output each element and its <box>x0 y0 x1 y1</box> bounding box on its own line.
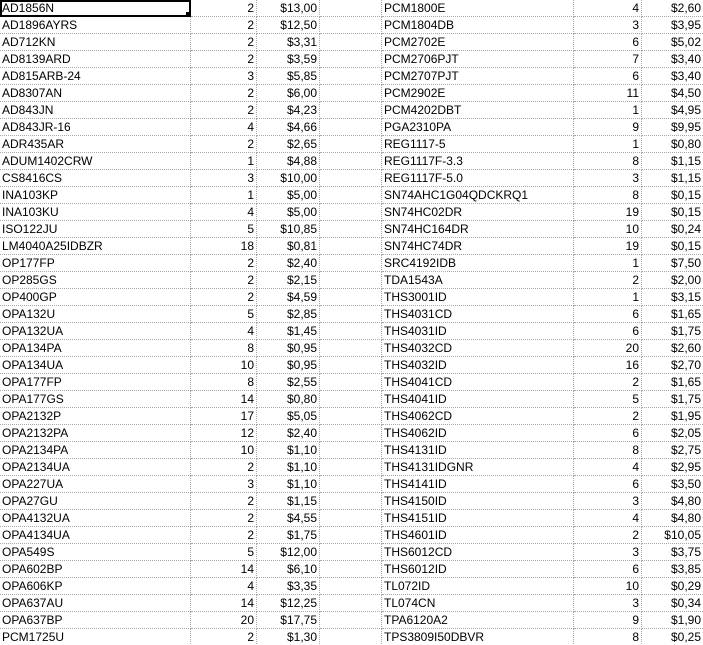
price-cell[interactable]: $2,55 <box>257 374 320 391</box>
empty-cell[interactable] <box>320 459 382 476</box>
empty-cell[interactable] <box>320 544 382 561</box>
empty-cell[interactable] <box>320 425 382 442</box>
price-cell[interactable]: $3,40 <box>642 68 703 85</box>
price-cell[interactable]: $2,15 <box>257 272 320 289</box>
quantity-cell[interactable]: 6 <box>574 561 642 578</box>
part-number-cell[interactable]: THS4032CD <box>382 340 574 357</box>
price-cell[interactable]: $10,85 <box>257 221 320 238</box>
price-cell[interactable]: $5,00 <box>257 187 320 204</box>
price-cell[interactable]: $6,00 <box>257 85 320 102</box>
price-cell[interactable]: $1,75 <box>257 527 320 544</box>
price-cell[interactable]: $0,95 <box>257 357 320 374</box>
quantity-cell[interactable]: 14 <box>191 595 257 612</box>
price-cell[interactable]: $4,80 <box>642 493 703 510</box>
price-cell[interactable]: $10,00 <box>257 170 320 187</box>
part-number-cell[interactable]: THS4131IDGNR <box>382 459 574 476</box>
empty-cell[interactable] <box>320 0 382 17</box>
empty-cell[interactable] <box>320 289 382 306</box>
empty-cell[interactable] <box>320 170 382 187</box>
price-cell[interactable]: $1,10 <box>257 459 320 476</box>
empty-cell[interactable] <box>320 51 382 68</box>
empty-cell[interactable] <box>320 272 382 289</box>
empty-cell[interactable] <box>320 357 382 374</box>
part-number-cell[interactable]: OPA637AU <box>0 595 191 612</box>
price-cell[interactable]: $1,10 <box>257 442 320 459</box>
part-number-cell[interactable]: THS6012ID <box>382 561 574 578</box>
price-cell[interactable]: $2,40 <box>257 255 320 272</box>
part-number-cell[interactable]: THS4031CD <box>382 306 574 323</box>
price-cell[interactable]: $2,95 <box>642 459 703 476</box>
empty-cell[interactable] <box>320 408 382 425</box>
part-number-cell[interactable]: SN74HC74DR <box>382 238 574 255</box>
price-cell[interactable]: $1,95 <box>642 408 703 425</box>
quantity-cell[interactable]: 1 <box>191 187 257 204</box>
quantity-cell[interactable]: 4 <box>191 578 257 595</box>
quantity-cell[interactable]: 2 <box>191 85 257 102</box>
part-number-cell[interactable]: OPA27GU <box>0 493 191 510</box>
part-number-cell[interactable]: OP400GP <box>0 289 191 306</box>
price-cell[interactable]: $3,59 <box>257 51 320 68</box>
part-number-cell[interactable]: TL074CN <box>382 595 574 612</box>
quantity-cell[interactable]: 2 <box>574 408 642 425</box>
empty-cell[interactable] <box>320 629 382 645</box>
part-number-cell[interactable]: INA103KP <box>0 187 191 204</box>
empty-cell[interactable] <box>320 119 382 136</box>
price-cell[interactable]: $1,30 <box>257 629 320 645</box>
part-number-cell[interactable]: OPA4132UA <box>0 510 191 527</box>
empty-cell[interactable] <box>320 493 382 510</box>
empty-cell[interactable] <box>320 136 382 153</box>
quantity-cell[interactable]: 4 <box>191 323 257 340</box>
part-number-cell[interactable]: AD815ARB-24 <box>0 68 191 85</box>
empty-cell[interactable] <box>320 527 382 544</box>
price-cell[interactable]: $0,81 <box>257 238 320 255</box>
empty-cell[interactable] <box>320 578 382 595</box>
empty-cell[interactable] <box>320 102 382 119</box>
quantity-cell[interactable]: 6 <box>574 323 642 340</box>
part-number-cell[interactable]: TL072ID <box>382 578 574 595</box>
empty-cell[interactable] <box>320 442 382 459</box>
quantity-cell[interactable]: 2 <box>191 0 257 17</box>
price-cell[interactable]: $1,65 <box>642 306 703 323</box>
quantity-cell[interactable]: 2 <box>191 17 257 34</box>
part-number-cell[interactable]: PCM2702E <box>382 34 574 51</box>
quantity-cell[interactable]: 4 <box>574 459 642 476</box>
quantity-cell[interactable]: 4 <box>574 510 642 527</box>
part-number-cell[interactable]: PCM1725U <box>0 629 191 645</box>
part-number-cell[interactable]: INA103KU <box>0 204 191 221</box>
part-number-cell[interactable]: OPA132UA <box>0 323 191 340</box>
price-cell[interactable]: $13,00 <box>257 0 320 17</box>
quantity-cell[interactable]: 16 <box>574 357 642 374</box>
empty-cell[interactable] <box>320 306 382 323</box>
part-number-cell[interactable]: OPA134PA <box>0 340 191 357</box>
quantity-cell[interactable]: 1 <box>574 136 642 153</box>
quantity-cell[interactable]: 2 <box>191 629 257 645</box>
part-number-cell[interactable]: OP285GS <box>0 272 191 289</box>
price-cell[interactable]: $4,55 <box>257 510 320 527</box>
empty-cell[interactable] <box>320 340 382 357</box>
part-number-cell[interactable]: THS4041ID <box>382 391 574 408</box>
part-number-cell[interactable]: PCM2706PJT <box>382 51 574 68</box>
price-cell[interactable]: $1,65 <box>642 374 703 391</box>
quantity-cell[interactable]: 8 <box>574 187 642 204</box>
price-cell[interactable]: $2,70 <box>642 357 703 374</box>
quantity-cell[interactable]: 20 <box>191 612 257 629</box>
price-cell[interactable]: $9,95 <box>642 119 703 136</box>
price-cell[interactable]: $2,60 <box>642 340 703 357</box>
part-number-cell[interactable]: OPA134UA <box>0 357 191 374</box>
price-cell[interactable]: $0,80 <box>642 136 703 153</box>
empty-cell[interactable] <box>320 238 382 255</box>
price-cell[interactable]: $2,00 <box>642 272 703 289</box>
part-number-cell[interactable]: THS4062CD <box>382 408 574 425</box>
quantity-cell[interactable]: 9 <box>574 119 642 136</box>
price-cell[interactable]: $4,66 <box>257 119 320 136</box>
quantity-cell[interactable]: 2 <box>191 459 257 476</box>
part-number-cell[interactable]: THS4151ID <box>382 510 574 527</box>
quantity-cell[interactable]: 8 <box>574 442 642 459</box>
empty-cell[interactable] <box>320 34 382 51</box>
part-number-cell[interactable]: AD712KN <box>0 34 191 51</box>
price-cell[interactable]: $2,75 <box>642 442 703 459</box>
empty-cell[interactable] <box>320 510 382 527</box>
part-number-cell[interactable]: THS4041CD <box>382 374 574 391</box>
part-number-cell[interactable]: CS8416CS <box>0 170 191 187</box>
quantity-cell[interactable]: 3 <box>191 476 257 493</box>
price-cell[interactable]: $12,00 <box>257 544 320 561</box>
part-number-cell[interactable]: SN74AHC1G04QDCKRQ1 <box>382 187 574 204</box>
price-cell[interactable]: $0,15 <box>642 187 703 204</box>
quantity-cell[interactable]: 3 <box>574 544 642 561</box>
part-number-cell[interactable]: OPA2134PA <box>0 442 191 459</box>
quantity-cell[interactable]: 4 <box>191 204 257 221</box>
quantity-cell[interactable]: 8 <box>574 629 642 645</box>
quantity-cell[interactable]: 3 <box>191 68 257 85</box>
quantity-cell[interactable]: 2 <box>191 34 257 51</box>
price-cell[interactable]: $1,90 <box>642 612 703 629</box>
price-cell[interactable]: $3,75 <box>642 544 703 561</box>
quantity-cell[interactable]: 8 <box>191 340 257 357</box>
part-number-cell[interactable]: OPA602BP <box>0 561 191 578</box>
price-cell[interactable]: $3,95 <box>642 17 703 34</box>
quantity-cell[interactable]: 14 <box>191 561 257 578</box>
quantity-cell[interactable]: 14 <box>191 391 257 408</box>
part-number-cell[interactable]: THS4141ID <box>382 476 574 493</box>
empty-cell[interactable] <box>320 153 382 170</box>
part-number-cell[interactable]: AD1896AYRS <box>0 17 191 34</box>
price-cell[interactable]: $0,29 <box>642 578 703 595</box>
price-cell[interactable]: $4,59 <box>257 289 320 306</box>
price-cell[interactable]: $1,15 <box>642 170 703 187</box>
quantity-cell[interactable]: 2 <box>191 102 257 119</box>
empty-cell[interactable] <box>320 374 382 391</box>
quantity-cell[interactable]: 8 <box>191 374 257 391</box>
quantity-cell[interactable]: 11 <box>574 85 642 102</box>
quantity-cell[interactable]: 2 <box>574 374 642 391</box>
price-cell[interactable]: $2,65 <box>257 136 320 153</box>
empty-cell[interactable] <box>320 85 382 102</box>
quantity-cell[interactable]: 2 <box>191 255 257 272</box>
selected-cell[interactable]: AD1856N <box>0 0 191 17</box>
price-cell[interactable]: $4,88 <box>257 153 320 170</box>
part-number-cell[interactable]: PCM1800E <box>382 0 574 17</box>
quantity-cell[interactable]: 10 <box>574 221 642 238</box>
part-number-cell[interactable]: THS4031ID <box>382 323 574 340</box>
part-number-cell[interactable]: OPA637BP <box>0 612 191 629</box>
price-cell[interactable]: $0,80 <box>257 391 320 408</box>
part-number-cell[interactable]: TPS3809I50DBVR <box>382 629 574 645</box>
price-cell[interactable]: $1,15 <box>642 153 703 170</box>
part-number-cell[interactable]: THS4062ID <box>382 425 574 442</box>
part-number-cell[interactable]: THS4150ID <box>382 493 574 510</box>
price-cell[interactable]: $3,35 <box>257 578 320 595</box>
quantity-cell[interactable]: 4 <box>191 119 257 136</box>
price-cell[interactable]: $17,75 <box>257 612 320 629</box>
price-cell[interactable]: $0,24 <box>642 221 703 238</box>
price-cell[interactable]: $0,25 <box>642 629 703 645</box>
price-cell[interactable]: $10,05 <box>642 527 703 544</box>
empty-cell[interactable] <box>320 612 382 629</box>
price-cell[interactable]: $1,45 <box>257 323 320 340</box>
part-number-cell[interactable]: SRC4192IDB <box>382 255 574 272</box>
price-cell[interactable]: $5,85 <box>257 68 320 85</box>
part-number-cell[interactable]: PCM2902E <box>382 85 574 102</box>
price-cell[interactable]: $1,75 <box>642 323 703 340</box>
part-number-cell[interactable]: OPA177GS <box>0 391 191 408</box>
part-number-cell[interactable]: ADUM1402CRW <box>0 153 191 170</box>
price-cell[interactable]: $4,50 <box>642 85 703 102</box>
quantity-cell[interactable]: 10 <box>574 578 642 595</box>
empty-cell[interactable] <box>320 561 382 578</box>
quantity-cell[interactable]: 2 <box>191 272 257 289</box>
part-number-cell[interactable]: OPA2132P <box>0 408 191 425</box>
price-cell[interactable]: $2,40 <box>257 425 320 442</box>
price-cell[interactable]: $4,95 <box>642 102 703 119</box>
quantity-cell[interactable]: 2 <box>191 136 257 153</box>
part-number-cell[interactable]: REG1117F-5.0 <box>382 170 574 187</box>
price-cell[interactable]: $1,10 <box>257 476 320 493</box>
part-number-cell[interactable]: REG1117F-3.3 <box>382 153 574 170</box>
price-cell[interactable]: $1,15 <box>257 493 320 510</box>
quantity-cell[interactable]: 6 <box>574 425 642 442</box>
empty-cell[interactable] <box>320 204 382 221</box>
quantity-cell[interactable]: 10 <box>191 442 257 459</box>
price-cell[interactable]: $12,50 <box>257 17 320 34</box>
quantity-cell[interactable]: 8 <box>574 153 642 170</box>
empty-cell[interactable] <box>320 391 382 408</box>
part-number-cell[interactable]: PCM1804DB <box>382 17 574 34</box>
part-number-cell[interactable]: TDA1543A <box>382 272 574 289</box>
quantity-cell[interactable]: 2 <box>191 51 257 68</box>
quantity-cell[interactable]: 2 <box>191 510 257 527</box>
part-number-cell[interactable]: AD8139ARD <box>0 51 191 68</box>
part-number-cell[interactable]: SN74HC02DR <box>382 204 574 221</box>
price-cell[interactable]: $0,95 <box>257 340 320 357</box>
empty-cell[interactable] <box>320 68 382 85</box>
quantity-cell[interactable]: 17 <box>191 408 257 425</box>
part-number-cell[interactable]: TPA6120A2 <box>382 612 574 629</box>
quantity-cell[interactable]: 2 <box>574 272 642 289</box>
part-number-cell[interactable]: OPA549S <box>0 544 191 561</box>
empty-cell[interactable] <box>320 323 382 340</box>
quantity-cell[interactable]: 2 <box>574 527 642 544</box>
quantity-cell[interactable]: 6 <box>574 306 642 323</box>
part-number-cell[interactable]: THS4032ID <box>382 357 574 374</box>
part-number-cell[interactable]: PCM2707PJT <box>382 68 574 85</box>
quantity-cell[interactable]: 6 <box>574 34 642 51</box>
quantity-cell[interactable]: 4 <box>574 0 642 17</box>
price-cell[interactable]: $5,05 <box>257 408 320 425</box>
part-number-cell[interactable]: THS4131ID <box>382 442 574 459</box>
price-cell[interactable]: $5,02 <box>642 34 703 51</box>
price-cell[interactable]: $6,10 <box>257 561 320 578</box>
quantity-cell[interactable]: 18 <box>191 238 257 255</box>
quantity-cell[interactable]: 2 <box>191 527 257 544</box>
price-cell[interactable]: $0,34 <box>642 595 703 612</box>
part-number-cell[interactable]: THS4601ID <box>382 527 574 544</box>
quantity-cell[interactable]: 6 <box>574 68 642 85</box>
price-cell[interactable]: $0,15 <box>642 204 703 221</box>
price-cell[interactable]: $4,23 <box>257 102 320 119</box>
empty-cell[interactable] <box>320 595 382 612</box>
quantity-cell[interactable]: 5 <box>191 221 257 238</box>
part-number-cell[interactable]: OPA606KP <box>0 578 191 595</box>
quantity-cell[interactable]: 5 <box>574 391 642 408</box>
price-cell[interactable]: $5,00 <box>257 204 320 221</box>
quantity-cell[interactable]: 20 <box>574 340 642 357</box>
price-cell[interactable]: $0,15 <box>642 238 703 255</box>
quantity-cell[interactable]: 6 <box>574 476 642 493</box>
price-cell[interactable]: $12,25 <box>257 595 320 612</box>
quantity-cell[interactable]: 3 <box>191 170 257 187</box>
quantity-cell[interactable]: 9 <box>574 612 642 629</box>
part-number-cell[interactable]: OPA227UA <box>0 476 191 493</box>
price-cell[interactable]: $4,80 <box>642 510 703 527</box>
quantity-cell[interactable]: 1 <box>191 153 257 170</box>
part-number-cell[interactable]: ADR435AR <box>0 136 191 153</box>
part-number-cell[interactable]: AD8307AN <box>0 85 191 102</box>
quantity-cell[interactable]: 5 <box>191 306 257 323</box>
quantity-cell[interactable]: 10 <box>191 357 257 374</box>
price-cell[interactable]: $1,75 <box>642 391 703 408</box>
empty-cell[interactable] <box>320 221 382 238</box>
quantity-cell[interactable]: 2 <box>191 493 257 510</box>
quantity-cell[interactable]: 3 <box>574 493 642 510</box>
quantity-cell[interactable]: 2 <box>191 289 257 306</box>
price-cell[interactable]: $3,15 <box>642 289 703 306</box>
part-number-cell[interactable]: LM4040A25IDBZR <box>0 238 191 255</box>
empty-cell[interactable] <box>320 255 382 272</box>
price-cell[interactable]: $3,31 <box>257 34 320 51</box>
quantity-cell[interactable]: 1 <box>574 102 642 119</box>
part-number-cell[interactable]: OPA132U <box>0 306 191 323</box>
quantity-cell[interactable]: 3 <box>574 17 642 34</box>
quantity-cell[interactable]: 3 <box>574 170 642 187</box>
part-number-cell[interactable]: AD843JR-16 <box>0 119 191 136</box>
quantity-cell[interactable]: 12 <box>191 425 257 442</box>
empty-cell[interactable] <box>320 187 382 204</box>
price-cell[interactable]: $2,60 <box>642 0 703 17</box>
price-cell[interactable]: $2,85 <box>257 306 320 323</box>
part-number-cell[interactable]: REG1117-5 <box>382 136 574 153</box>
price-cell[interactable]: $3,40 <box>642 51 703 68</box>
part-number-cell[interactable]: PGA2310PA <box>382 119 574 136</box>
price-cell[interactable]: $2,05 <box>642 425 703 442</box>
part-number-cell[interactable]: ISO122JU <box>0 221 191 238</box>
quantity-cell[interactable]: 19 <box>574 204 642 221</box>
part-number-cell[interactable]: OPA177FP <box>0 374 191 391</box>
empty-cell[interactable] <box>320 17 382 34</box>
price-cell[interactable]: $3,50 <box>642 476 703 493</box>
price-cell[interactable]: $7,50 <box>642 255 703 272</box>
quantity-cell[interactable]: 1 <box>574 255 642 272</box>
part-number-cell[interactable]: OPA4134UA <box>0 527 191 544</box>
part-number-cell[interactable]: SN74HC164DR <box>382 221 574 238</box>
part-number-cell[interactable]: OP177FP <box>0 255 191 272</box>
quantity-cell[interactable]: 5 <box>191 544 257 561</box>
quantity-cell[interactable]: 7 <box>574 51 642 68</box>
part-number-cell[interactable]: THS3001ID <box>382 289 574 306</box>
quantity-cell[interactable]: 19 <box>574 238 642 255</box>
price-cell[interactable]: $3,85 <box>642 561 703 578</box>
empty-cell[interactable] <box>320 476 382 493</box>
quantity-cell[interactable]: 1 <box>574 289 642 306</box>
part-number-cell[interactable]: PCM4202DBT <box>382 102 574 119</box>
quantity-cell[interactable]: 3 <box>574 595 642 612</box>
part-number-cell[interactable]: OPA2134UA <box>0 459 191 476</box>
part-number-cell[interactable]: THS6012CD <box>382 544 574 561</box>
part-number-cell[interactable]: AD843JN <box>0 102 191 119</box>
part-number-cell[interactable]: OPA2132PA <box>0 425 191 442</box>
